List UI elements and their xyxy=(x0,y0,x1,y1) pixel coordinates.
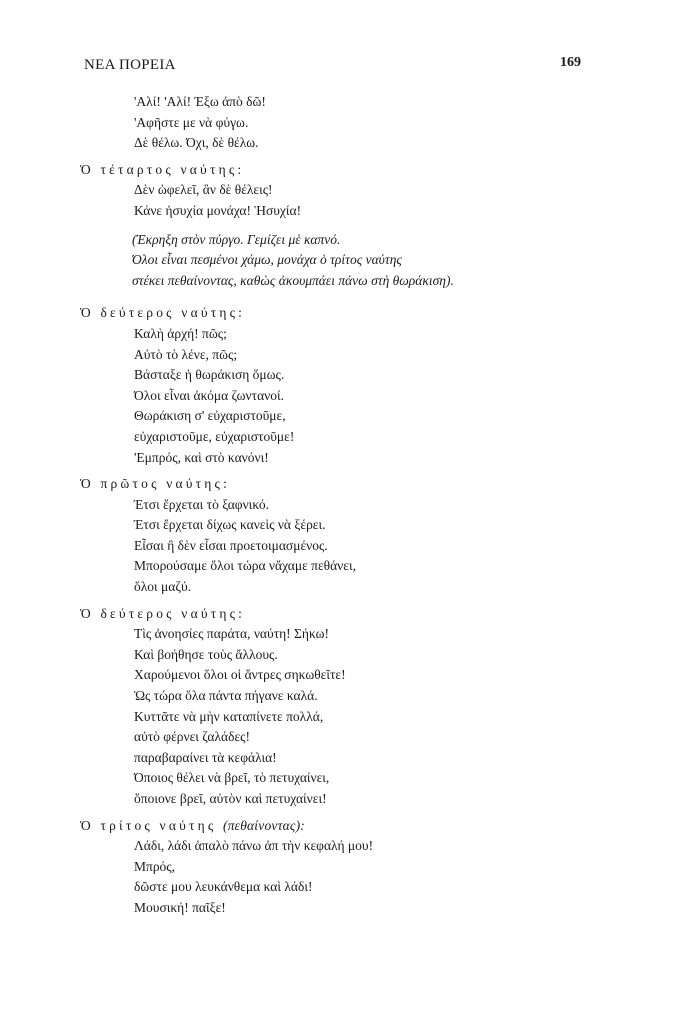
verse-line: Δὲν ὠφελεῖ, ἂν δὲ θέλεις! xyxy=(134,182,273,198)
speaker-label xyxy=(80,816,600,837)
speaker-name: Ὁ τέταρτος ναύτης: xyxy=(80,161,245,177)
verse-line: Κυττᾶτε νὰ μὴν καταπίνετε πολλά, xyxy=(134,708,324,724)
speaker-label xyxy=(80,303,600,324)
speaker-name: Ὁ δεύτερος ναύτης: xyxy=(80,605,246,621)
verse-line: Λάδι, λάδι ἁπαλὸ πάνω ἀπ τὴν κεφαλή μου! xyxy=(134,838,374,854)
verse-line: Όποιος θέλει νὰ βρεῖ, τὸ πετυχαίνει, xyxy=(134,770,330,786)
verse-line: δῶστε μου λευκάνθεμα καὶ λάδι! xyxy=(134,879,313,895)
verse-line: 'Αλί! 'Αλί! Έξω ἀπὸ δῶ! xyxy=(134,94,266,109)
speech-block xyxy=(80,474,600,598)
verse-line: Βάσταξε ἡ θωράκιση ὅμως. xyxy=(134,367,285,383)
verse-line: Μουσική! παῖξε! xyxy=(134,899,226,915)
speaker-name: Ὁ πρῶτος ναύτης: xyxy=(80,476,231,492)
stage-line: στέκει πεθαίνοντας, καθὼς ἀκουμπάει πάνω στὴ θωράκιση). xyxy=(132,272,454,288)
verse-line: Εἶσαι ἢ δὲν εἶσαι προετοιμασμένος. xyxy=(134,537,328,553)
speaker-label xyxy=(80,474,600,495)
stage-direction xyxy=(132,230,600,292)
verse-line: ὅποιονε βρεῖ, αὐτὸν καὶ πετυχαίνει! xyxy=(134,791,327,806)
verse-line: ὅλοι μαζύ. xyxy=(134,579,192,595)
verse-line: Καλὴ ἀρχή! πῶς; xyxy=(134,325,227,341)
verse-line: Θωράκιση σ' εὐχαριστοῦμε, xyxy=(134,408,286,424)
verse-line: Έτσι ἔρχεται δίχως κανεὶς νὰ ξέρει. xyxy=(134,517,326,533)
speech-block xyxy=(80,303,600,468)
speaker-name: Ὁ τρίτος ναύτης xyxy=(80,817,217,833)
page-number: 169 xyxy=(560,55,581,70)
verse-line: εὐχαριστοῦμε, εὐχαριστοῦμε! xyxy=(134,428,295,444)
stage-line: (Έκρηξη στὸν πύργο. Γεμίζει μὲ καπνό. xyxy=(132,231,341,247)
speaker-label xyxy=(80,604,600,625)
speech-block xyxy=(80,160,600,222)
verse-line: 'Εμπρός, καὶ στὸ κανόνι! xyxy=(134,449,269,465)
speech-block xyxy=(80,604,600,810)
verse-line: 'Αφῆστε με νὰ φύγω. xyxy=(134,114,249,130)
verse-line: Καὶ βοήθησε τοὺς ἄλλους. xyxy=(134,646,278,662)
verse-line: Χαρούμενοι ὅλοι οἱ ἄντρες σηκωθεῖτε! xyxy=(134,667,346,683)
speaker-label xyxy=(80,160,600,181)
verse-line: Μπορούσαμε ὅλοι τώρα νἄχαμε πεθάνει, xyxy=(134,558,356,574)
running-title: ΝΕΑ ΠΟΡΕΙΑ xyxy=(84,57,176,73)
page-body xyxy=(80,92,600,925)
verse-line: Έτσι ἔρχεται τὸ ξαφνικό. xyxy=(134,496,269,512)
stage-line: Όλοι εἶναι πεσμένοι χάμω, μονάχα ὁ τρίτος ναύτης xyxy=(132,252,402,268)
verse-line: Ὡς τώρα ὅλα πάντα πήγανε καλά. xyxy=(134,688,318,704)
opening-verse xyxy=(80,92,600,154)
verse-line: παραβαραίνει τὰ κεφάλια! xyxy=(134,749,277,765)
verse-line: Αὐτὸ τὸ λένε, πῶς; xyxy=(134,346,238,362)
verse-line: αὐτὸ φέρνει ζαλάδες! xyxy=(134,729,250,745)
verse-line: Κάνε ἡσυχία μονάχα! Ἡσυχία! xyxy=(134,202,302,218)
verse-line: Δὲ θέλω. Όχι, δὲ θέλω. xyxy=(134,135,259,151)
verse-line: Όλοι εἶναι ἀκόμα ζωντανοί. xyxy=(134,387,285,403)
verse-line: Τὶς ἀνοησίες παράτα, ναύτη! Σήκω! xyxy=(134,626,330,642)
speech-block xyxy=(80,816,600,919)
speaker-note: (πεθαίνοντας): xyxy=(223,817,305,833)
speaker-name: Ὁ δεύτερος ναύτης: xyxy=(80,305,246,321)
verse-line: Μπρός, xyxy=(134,858,176,874)
